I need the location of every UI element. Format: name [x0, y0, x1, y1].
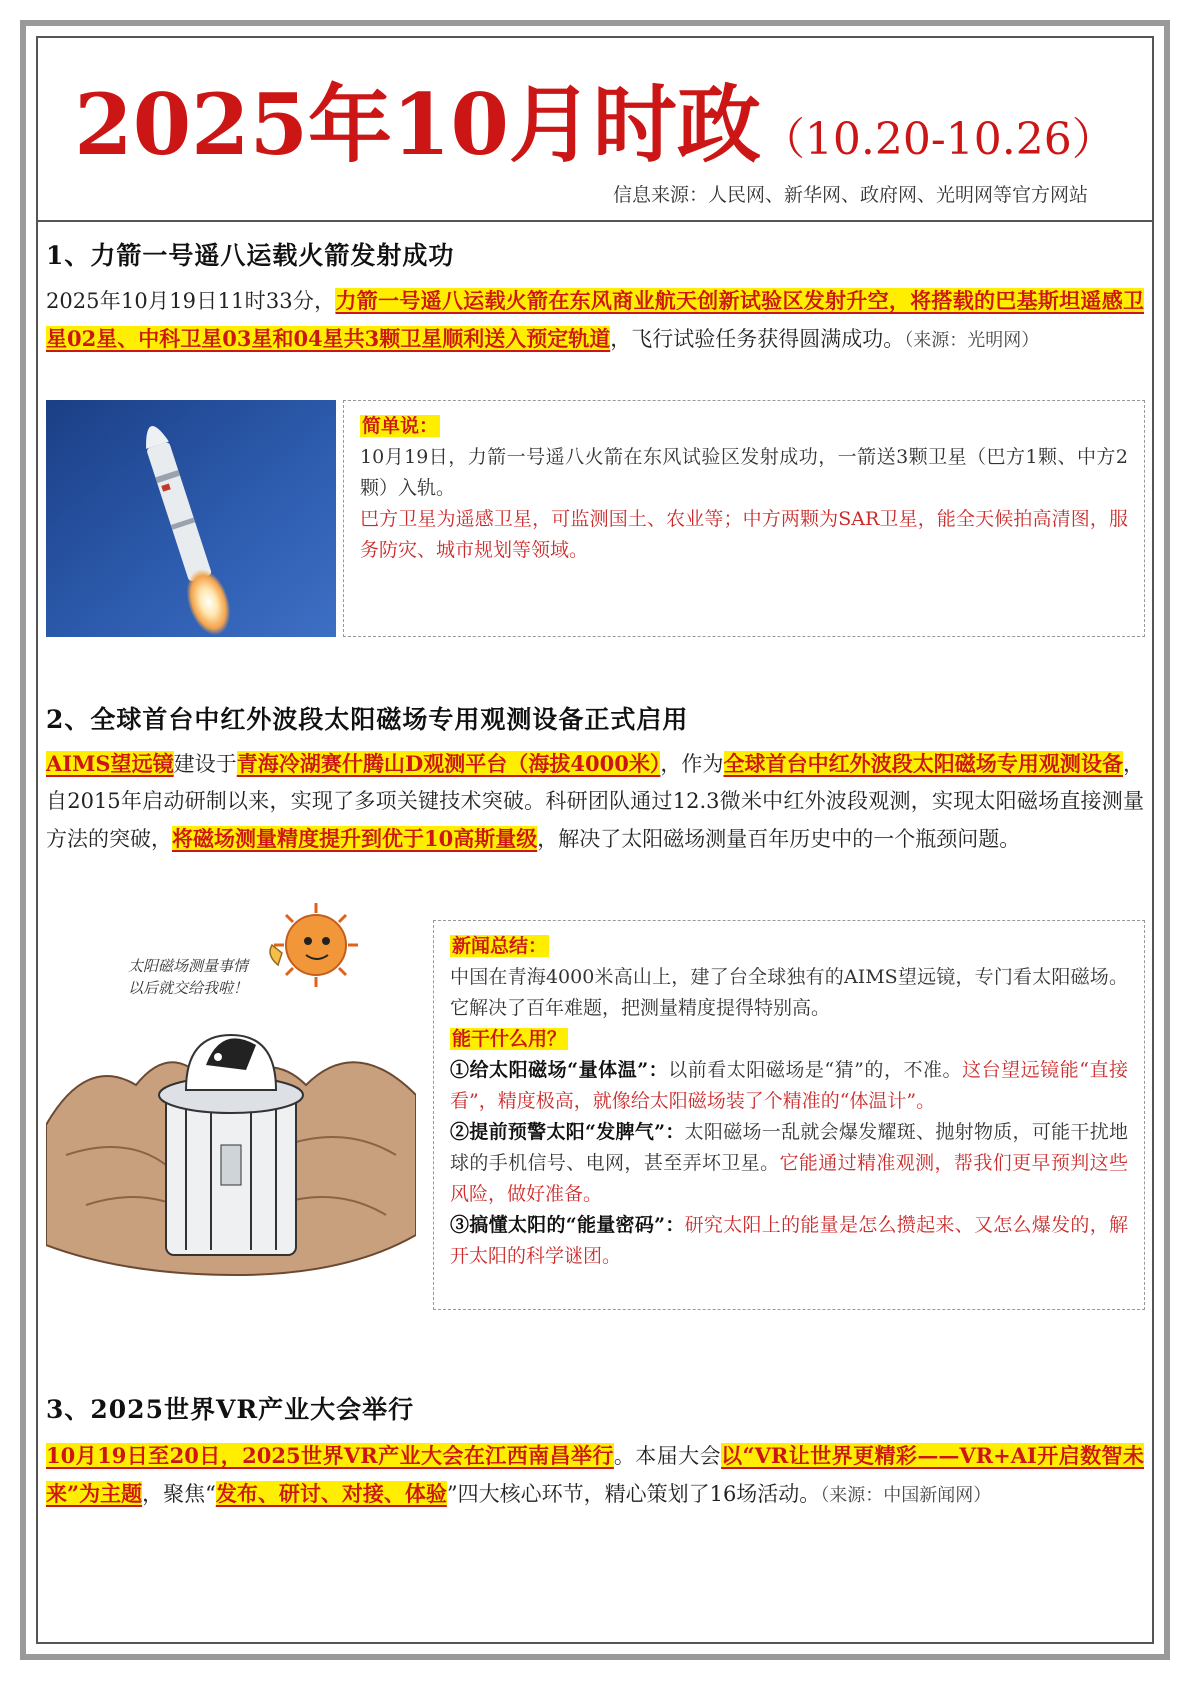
telescope-cartoon	[46, 895, 416, 1295]
section-3-paragraph	[46, 1437, 1144, 1514]
s2-item-2-text: 太阳磁场一乱就会爆发耀斑、抛射物质，可能干扰地球的手机信号、电网，甚至弄坏卫星。	[450, 1121, 1128, 1174]
s3-source: （来源：中国新闻网）	[820, 1485, 992, 1506]
rocket-launch-photo	[46, 400, 336, 637]
title-date-range: （10.20-10.26）	[760, 114, 1116, 165]
s3-text-1: 。本届大会	[613, 1444, 722, 1468]
s3-highlight-1: 10月19日至20日，2025世界VR产业大会在江西南昌举行	[46, 1443, 614, 1468]
s2-highlight-2: 青海冷湖赛什腾山D观测平台（海拔4000米）	[236, 751, 661, 776]
s2-highlight-1: AIMS望远镜	[46, 751, 174, 776]
cartoon-caption-line-2: 以后就交给我啦！	[127, 979, 248, 997]
cartoon-caption	[108, 955, 268, 999]
section-1-heading: 1、力箭一号遥八运载火箭发射成功	[46, 241, 455, 270]
s2-text-3: ，自2015年启动研制以来，实现了多项关键技术突破。科研团队通过12.3微米中红外波段观测，实现太阳磁场直接测量方法的突破，	[46, 752, 1145, 851]
cartoon-caption-line-1: 太阳磁场测量事情	[127, 957, 248, 975]
s2-text-1: 建设于	[173, 752, 237, 776]
s2-item-3-title: ③搞懂太阳的“能量密码”：	[450, 1214, 685, 1236]
s1-box-label: 简单说：	[362, 415, 439, 437]
s2-item-1-title: ①给太阳磁场“量体温”：	[450, 1059, 669, 1081]
section-2-heading: 2、全球首台中红外波段太阳磁场专用观测设备正式启用	[46, 705, 689, 734]
s2-highlight-4: 将磁场测量精度提升到优于10高斯量级	[172, 826, 538, 851]
s3-highlight-2: 以“VR让世界更精彩——VR+AI开启数智未来”为主题	[46, 1443, 1144, 1506]
section-3-heading: 3、2025世界VR产业大会举行	[46, 1395, 415, 1424]
s1-text-a: 2025年10月19日11时33分，	[46, 289, 336, 313]
s2-item-2-red: 它能通过精准观测，帮我们更早预判这些风险，做好准备。	[450, 1152, 1128, 1205]
s2-text-2: ，作为	[660, 752, 724, 776]
section-1-paragraph	[46, 282, 1144, 359]
s1-source: （来源：光明网）	[904, 330, 1040, 351]
s2-item-3-red: 研究太阳上的能量是怎么攒起来、又怎么爆发的，解开太阳的科学谜团。	[450, 1214, 1128, 1267]
page-title	[0, 58, 1190, 179]
s1-box-text-1: 10月19日，力箭一号遥八火箭在东风试验区发射成功，一箭送3颗卫星（巴方1颗、中方2颗）入轨。	[360, 446, 1128, 499]
s2-text-4: ，解决了太阳磁场测量百年历史中的一个瓶颈问题。	[537, 827, 1021, 851]
info-source: 信息来源：人民网、新华网、政府网、光明网等官方网站	[612, 184, 1088, 206]
s2-item-1-text: 以前看太阳磁场是“猜”的，不准。	[668, 1059, 963, 1081]
s1-text-b: ，飞行试验任务获得圆满成功。	[610, 327, 905, 351]
s2-item-2-title: ②提前预警太阳“发脾气”：	[450, 1121, 685, 1143]
title-main: 2025年10月时政	[74, 75, 761, 174]
s3-highlight-3: 发布、研讨、对接、体验	[215, 1481, 447, 1506]
s2-box-label-2: 能干什么用？	[452, 1028, 567, 1050]
s1-box-text-2: 巴方卫星为遥感卫星，可监测国土、农业等；中方两颗为SAR卫星，能全天候拍高清图，服务防灾、城市规划等领域。	[360, 508, 1128, 561]
header-divider	[36, 220, 1154, 222]
s1-highlight: 力箭一号遥八运载火箭在东风商业航天创新试验区发射升空，将搭载的巴基斯坦遥感卫星02星、中科卫星03星和04星共3颗卫星顺利送入预定轨道	[46, 288, 1144, 351]
s2-item-1-red: 这台望远镜能“直接看”，精度极高，就像给太阳磁场装了个精准的“体温计”。	[450, 1059, 1128, 1112]
section-2-summary-box	[433, 920, 1145, 1310]
section-1-summary-box	[343, 400, 1145, 637]
s2-highlight-3: 全球首台中红外波段太阳磁场专用观测设备	[723, 751, 1124, 776]
rocket-launch-image	[46, 400, 336, 637]
s2-box-label-1: 新闻总结：	[452, 935, 548, 957]
s2-box-text-1: 中国在青海4000米高山上，建了台全球独有的AIMS望远镜，专门看太阳磁场。它解决了百年难题，把测量精度提得特别高。	[450, 966, 1128, 1019]
s3-text-3: ”四大核心环节，精心策划了16场活动。	[446, 1482, 821, 1506]
section-2-paragraph	[46, 745, 1144, 858]
s3-text-2: ，聚焦“	[142, 1482, 216, 1506]
